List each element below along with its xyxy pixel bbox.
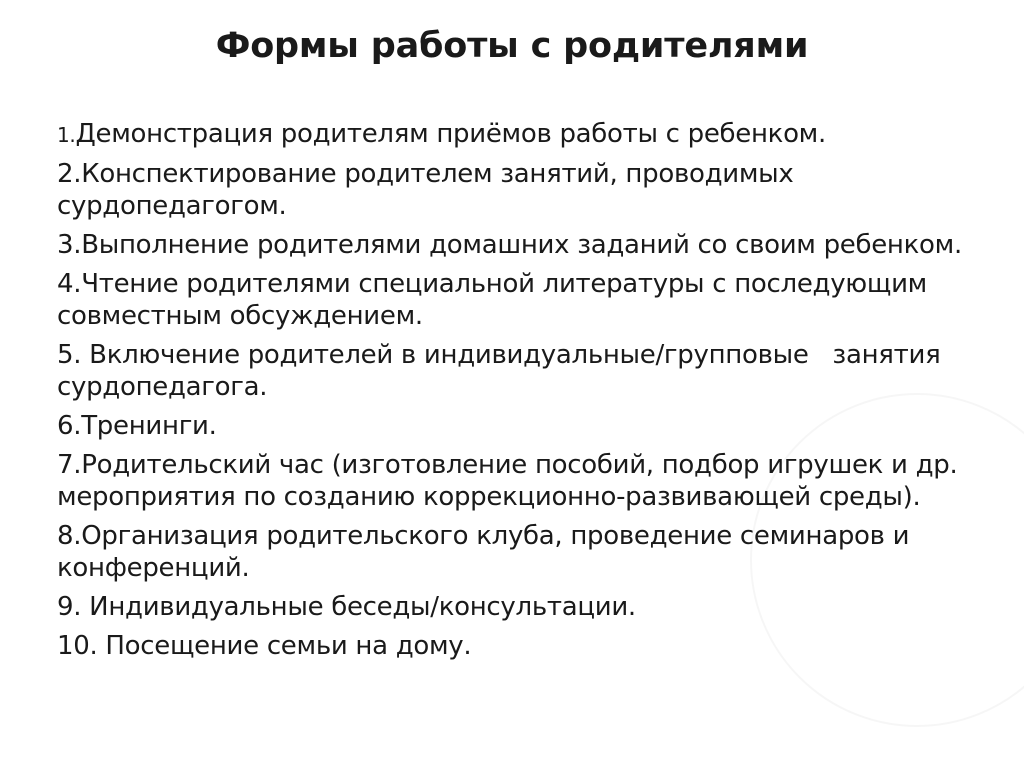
list-item: [57, 591, 1007, 623]
list-item-text: Конспектирование родителем занятий, проводимых сурдопедагогом.: [57, 159, 794, 221]
list-item-text: Посещение семьи на дому.: [105, 631, 472, 661]
list-item-number: 4.: [57, 269, 82, 299]
list-item-number: 6.: [57, 411, 82, 441]
list-item-text: Родительский час (изготовление пособий, подбор игрушек и др. мероприятия по созданию коррекционно-развивающей среды).: [57, 450, 958, 512]
list-item-number: 5.: [57, 340, 90, 370]
forms-list: [57, 118, 1007, 669]
list-item: [57, 630, 1007, 662]
slide-title: Формы работы с родителями: [215, 26, 809, 66]
list-item-number: 1.: [57, 123, 76, 147]
list-item-text: Чтение родителями специальной литературы с последующим совместным обсуждением.: [57, 269, 927, 331]
list-item-number: 3.: [57, 230, 82, 260]
list-item-text: Организация родительского клуба, проведение семинаров и конференций.: [57, 521, 910, 583]
list-item: [57, 118, 1007, 151]
list-item: [57, 229, 1007, 261]
list-item-number: 9.: [57, 592, 90, 622]
list-item-number: 10.: [57, 631, 106, 661]
list-item-text: Демонстрация родителям приёмов работы с ребенком.: [75, 119, 826, 149]
list-item: [57, 410, 1007, 442]
list-item-text: Тренинги.: [81, 411, 217, 441]
list-item-number: 7.: [57, 450, 82, 480]
list-item-text: Выполнение родителями домашних заданий со своим ребенком.: [81, 230, 962, 260]
list-item-text: Индивидуальные беседы/консультации.: [89, 592, 636, 622]
list-item-number: 8.: [57, 521, 82, 551]
list-item: [57, 268, 1007, 332]
list-item: [57, 449, 1007, 513]
list-item-number: 2.: [57, 159, 82, 189]
list-item: [57, 158, 1007, 222]
list-item-text: Включение родителей в индивидуальные/групповые занятия сурдопедагога.: [57, 340, 949, 402]
list-item: [57, 520, 1007, 584]
list-item: [57, 339, 1007, 403]
